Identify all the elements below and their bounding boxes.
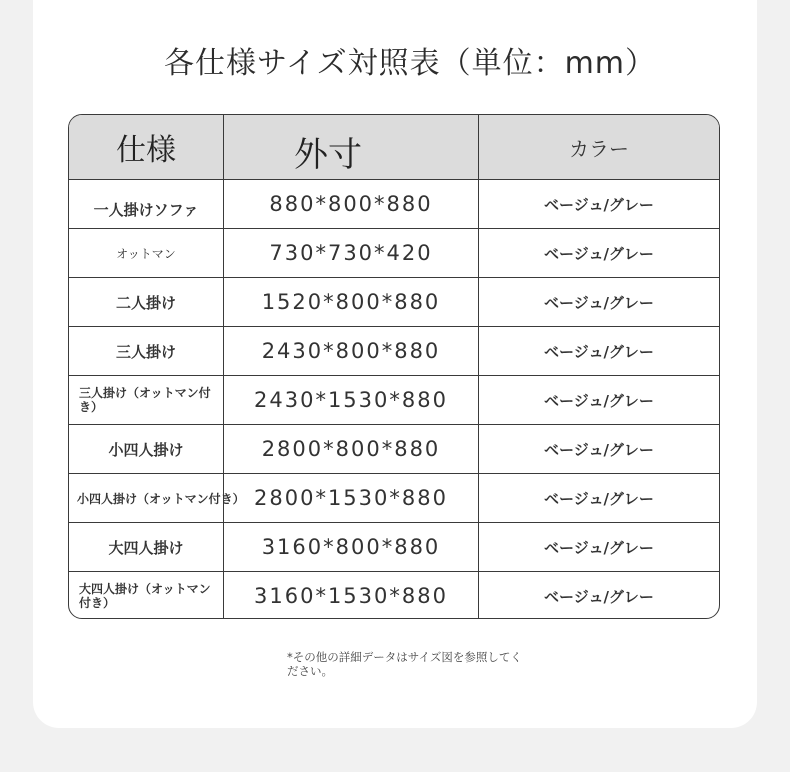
spec-name: 二人掛け [69,278,224,326]
spec-name: オットマン [69,229,224,277]
dimensions-value: 2800*800*880 [224,425,479,473]
table-row [69,522,719,571]
dimensions-value: 1520*800*880 [224,278,479,326]
color-value: ベージュ/グレー [544,489,654,508]
table-row [69,228,719,277]
spec-name: 小四人掛け（オットマン付き） [69,474,224,522]
table-row [69,375,719,424]
table-row [69,473,719,522]
color-value: ベージュ/グレー [544,538,654,557]
spec-name: 一人掛けソファ [69,180,224,228]
color-value: ベージュ/グレー [544,195,654,214]
footnote: *その他の詳細データはサイズ図を参照してください。 [287,650,522,678]
spec-name: 三人掛け（オットマン付き） [69,376,224,424]
table-row [69,326,719,375]
size-comparison-table [68,114,720,619]
spec-name: 大四人掛け（オットマン付き） [69,572,224,619]
dimensions-value: 880*800*880 [224,180,479,228]
header-dimensions: 外寸 [224,115,479,179]
dimensions-value: 2800*1530*880 [224,474,479,522]
spec-name: 三人掛け [69,327,224,375]
color-value: ベージュ/グレー [544,244,654,263]
color-value: ベージュ/グレー [544,391,654,410]
color-value: ベージュ/グレー [544,587,654,606]
header-spec: 仕様 [69,115,224,179]
dimensions-value: 2430*800*880 [224,327,479,375]
table-row [69,277,719,326]
color-value: ベージュ/グレー [544,342,654,361]
table-header-row [69,115,719,179]
color-value: ベージュ/グレー [544,440,654,459]
header-color: カラー [569,136,629,161]
table-row [69,571,719,619]
dimensions-value: 3160*1530*880 [224,572,479,619]
spec-name: 小四人掛け [69,425,224,473]
table-row [69,424,719,473]
spec-name: 大四人掛け [69,523,224,571]
dimensions-value: 2430*1530*880 [224,376,479,424]
page-title: 各仕様サイズ対照表（単位：mm） [163,46,657,81]
table-row [69,179,719,228]
color-value: ベージュ/グレー [544,293,654,312]
dimensions-value: 3160*800*880 [224,523,479,571]
dimensions-value: 730*730*420 [224,229,479,277]
